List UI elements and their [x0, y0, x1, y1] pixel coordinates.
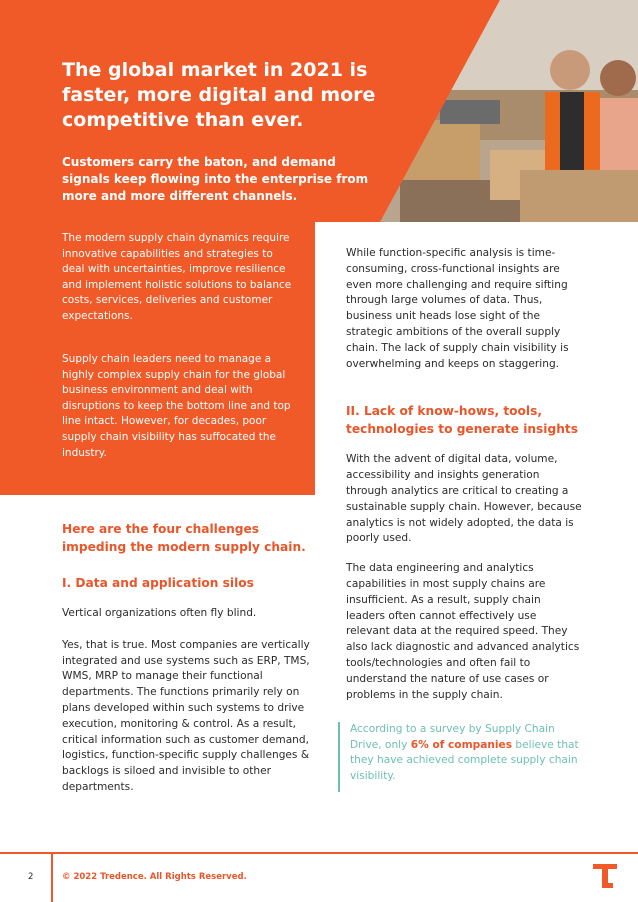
intro-paragraph-1: The modern supply chain dynamics require innovative capabilities and strategies to deal with uncertainties, improve resilience and implement holistic solutions to balance costs, services, deliveries and customer expectations. — [62, 232, 292, 322]
copyright-notice: © 2022 Tredence. All Rights Reserved. — [62, 872, 247, 882]
section-2-heading: II. Lack of know-hows, tools, technologies to generate insights — [346, 404, 578, 437]
section-1-heading: I. Data and application silos — [62, 576, 254, 590]
section-2-paragraph-1: With the advent of digital data, volume, accessibility and insights generation through analytics are critical to creating a sustainable supply chain. However, because analytics is not widely adopted, the data is poorly used. — [346, 453, 582, 545]
intro-paragraph-2: Supply chain leaders need to manage a highly complex supply chain for the global business environment and deal with disruptions to keep the bottom line and top line intact. However, for decades, poor supply chain visibility has suffocated the industry. — [62, 353, 291, 459]
challenges-heading: Here are the four challenges impeding the modern supply chain. — [62, 522, 306, 554]
footer-rule — [0, 852, 638, 854]
callout-text-after: believe that they have achieved complete supply chain visibility. — [350, 738, 579, 782]
callout-text-before: According to a survey by Supply Chain Drive, only — [350, 723, 555, 751]
page-subhead: Customers carry the baton, and demand signals keep flowing into the enterprise from more and more different channels. — [62, 155, 369, 203]
section-1-paragraph-1: Vertical organizations often fly blind. — [62, 607, 257, 619]
section-2-paragraph-2: The data engineering and analytics capabilities in most supply chains are insufficient. As a result, supply chain leaders often cannot effectively use relevant data at the required speed. They also lack diagnostic and advanced analytics tools/technologies and often fail to understand the nature of use cases or problems in the supply chain. — [346, 562, 580, 701]
left-column — [62, 520, 312, 796]
footer-divider — [51, 854, 53, 902]
section-1-paragraph-2: Yes, that is true. Most companies are vertically integrated and use systems such as ERP, TMS, WMS, MRP to manage their functional departments. The functions primarily rely on plans developed within such systems to drive execution, monitoring & control. As a result, critical information such as customer demand, logistics, function-specific supply challenges & backlogs is siloed and invisible to other departments. — [62, 638, 310, 793]
callout-highlight: 6% of companies — [410, 738, 513, 751]
page-headline: The global market in 2021 is faster, more digital and more competitive than ever. — [62, 59, 376, 131]
tredence-logo-icon — [593, 862, 617, 890]
right-column — [346, 246, 582, 703]
page-number: 2 — [28, 872, 34, 882]
survey-callout — [338, 722, 588, 792]
right-paragraph-1: While function-specific analysis is time-consuming, cross-functional insights are even more challenging and require sifting through large volumes of data. Thus, business unit heads lose sight of the strategic ambitions of the overall supply chain. The lack of supply chain visibility is overwhelming and keeps on staggering. — [346, 247, 569, 370]
